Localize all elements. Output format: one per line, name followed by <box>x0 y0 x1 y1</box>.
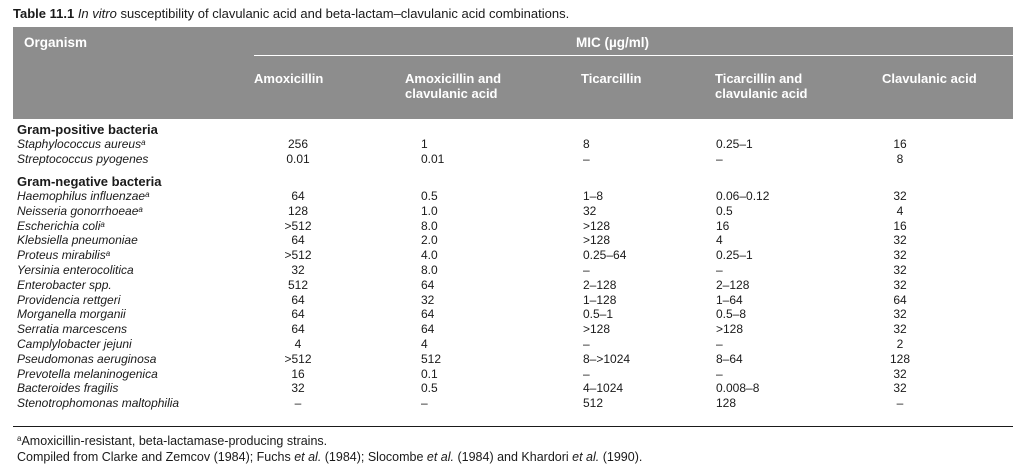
table-row <box>0 396 1033 411</box>
cell-clavulanic-acid: 4 <box>896 203 904 218</box>
organism-label: Streptococcus pyogenes <box>17 152 149 166</box>
header-amoxicillin-clavulanic <box>405 71 501 101</box>
cell-ticarcillin-clavulanic: 2–128 <box>716 277 750 292</box>
cell-clavulanic-acid: 16 <box>893 137 907 151</box>
footnote-sources-part1: Compiled from Clarke and Zemcov (1984); Fuchs <box>17 450 295 464</box>
cell-ticarcillin-clavulanic: >128 <box>716 322 744 337</box>
table-row <box>0 152 1033 167</box>
organism-name <box>17 248 110 263</box>
cell-ticarcillin-clavulanic: 16 <box>716 218 730 233</box>
cell-amoxicillin: 64 <box>291 189 305 203</box>
table-number: Table 11.1 <box>13 6 75 21</box>
cell-amoxicillin: 64 <box>291 292 305 307</box>
footnote-a <box>17 434 327 448</box>
cell-ticarcillin-clavulanic: 0.5 <box>716 203 733 218</box>
cell-amoxicillin-clavulanic: 8.0 <box>421 263 438 277</box>
cell-ticarcillin: 8–>1024 <box>583 351 631 366</box>
cell-ticarcillin-clavulanic: – <box>716 263 723 277</box>
cell-amoxicillin-clavulanic: 0.5 <box>421 189 438 203</box>
organism-name <box>17 396 179 411</box>
footnote-et-al-1: et al. <box>294 450 322 464</box>
cell-ticarcillin: 1–8 <box>583 189 604 203</box>
header-ticarcillin: Ticarcillin <box>581 71 642 86</box>
organism-label: Haemophilus influenzae <box>17 189 146 203</box>
cell-amoxicillin: >512 <box>284 351 312 366</box>
footnote-a-text: Amoxicillin-resistant, beta-lactamase-producing strains. <box>21 434 328 448</box>
table-row <box>0 263 1033 278</box>
cell-ticarcillin: – <box>583 263 590 277</box>
cell-amoxicillin: 64 <box>291 307 305 322</box>
organism-name <box>17 293 120 308</box>
organism-name <box>17 352 156 367</box>
cell-amoxicillin-clavulanic: 4 <box>421 337 428 351</box>
cell-amoxicillin: 64 <box>291 322 305 337</box>
cell-amoxicillin: 256 <box>287 137 309 151</box>
header-ticarcillin-clavulanic <box>715 71 808 101</box>
header-organism: Organism <box>24 35 88 50</box>
table-row <box>0 278 1033 293</box>
cell-ticarcillin-clavulanic: 1–64 <box>716 292 743 307</box>
table-caption <box>13 6 569 21</box>
cell-ticarcillin-clavulanic: – <box>716 152 723 166</box>
cell-clavulanic-acid: 32 <box>893 366 907 381</box>
organism-name <box>17 233 138 248</box>
cell-ticarcillin: 0.5–1 <box>583 307 614 322</box>
organism-label: Proteus mirabilis <box>17 248 106 263</box>
organism-label: Escherichia coli <box>17 218 101 233</box>
cell-amoxicillin: 32 <box>291 263 305 277</box>
cell-ticarcillin: 4–1024 <box>583 381 624 396</box>
table-row <box>0 189 1033 204</box>
organism-label: Bacteroides fragilis <box>17 381 119 396</box>
cell-ticarcillin: >128 <box>583 233 611 248</box>
table-row <box>0 337 1033 352</box>
cell-clavulanic-acid: 32 <box>893 307 907 322</box>
caption-in-vitro: In vitro <box>77 6 117 21</box>
cell-clavulanic-acid: 32 <box>893 233 907 248</box>
cell-amoxicillin-clavulanic: 4.0 <box>421 248 438 263</box>
organism-name <box>17 322 127 337</box>
cell-ticarcillin: 2–128 <box>583 277 617 292</box>
cell-ticarcillin: – <box>583 366 590 381</box>
cell-amoxicillin-clavulanic: 0.01 <box>421 152 445 166</box>
organism-name <box>17 381 118 396</box>
organism-label: Serratia marcescens <box>17 322 128 337</box>
table-row <box>0 307 1033 322</box>
cell-amoxicillin-clavulanic: 0.5 <box>421 381 438 396</box>
header-clavulanic-acid: Clavulanic acid <box>882 71 977 86</box>
table-header <box>13 27 1013 119</box>
table-row <box>0 381 1033 396</box>
cell-ticarcillin-clavulanic: 4 <box>716 233 723 248</box>
organism-label: Prevotella melaninogenica <box>17 366 158 381</box>
organism-label: Morganella morganii <box>17 307 126 322</box>
organism-name <box>17 367 158 382</box>
footnote-sources-part4: (1990). <box>599 450 643 464</box>
table-row <box>0 137 1033 152</box>
table-bottom-rule <box>13 426 1013 427</box>
cell-amoxicillin-clavulanic: – <box>421 396 428 411</box>
cell-ticarcillin-clavulanic: 0.008–8 <box>716 381 760 396</box>
cell-amoxicillin: 0.01 <box>286 152 310 166</box>
cell-amoxicillin: 16 <box>291 366 305 381</box>
organism-label: Stenotrophomonas maltophilia <box>17 396 180 411</box>
cell-ticarcillin: 512 <box>583 396 604 411</box>
cell-ticarcillin: 8 <box>583 137 590 151</box>
header-amoxicillin-clavulanic-line1: Amoxicillin and <box>405 71 502 86</box>
cell-ticarcillin: – <box>583 337 590 351</box>
cell-amoxicillin: 64 <box>291 233 305 248</box>
cell-clavulanic-acid: – <box>896 396 904 411</box>
table-row <box>0 233 1033 248</box>
organism-label: Providencia rettgeri <box>17 292 121 307</box>
header-amoxicillin-clavulanic-line2: clavulanic acid <box>405 86 498 101</box>
organism-name <box>17 219 105 234</box>
cell-clavulanic-acid: 64 <box>893 292 907 307</box>
cell-clavulanic-acid: 32 <box>893 189 907 203</box>
organism-name <box>17 337 132 352</box>
footnote-sources-part2: (1984); Slocombe <box>321 450 427 464</box>
cell-amoxicillin: >512 <box>284 218 312 233</box>
cell-clavulanic-acid: 32 <box>893 322 907 337</box>
group-gram-positive: Gram-positive bacteria <box>17 122 158 137</box>
organism-label: Staphylococcus aureus <box>17 137 142 151</box>
cell-ticarcillin-clavulanic: 8–64 <box>716 351 743 366</box>
cell-clavulanic-acid: 16 <box>893 218 907 233</box>
cell-ticarcillin-clavulanic: 0.25–1 <box>716 137 753 151</box>
cell-amoxicillin: 128 <box>287 203 309 218</box>
caption-text: susceptibility of clavulanic acid and beta-lactam–clavulanic acid combinations. <box>116 6 570 21</box>
footnote-marker: a <box>100 219 105 229</box>
table-row <box>0 367 1033 382</box>
footnote-marker: a <box>145 190 150 199</box>
table-row <box>0 352 1033 367</box>
organism-name <box>17 204 143 219</box>
header-ticarcillin-clavulanic-line2: clavulanic acid <box>715 86 808 101</box>
cell-amoxicillin-clavulanic: 64 <box>421 322 435 337</box>
cell-amoxicillin-clavulanic: 0.1 <box>421 366 438 381</box>
cell-amoxicillin-clavulanic: 2.0 <box>421 233 438 248</box>
cell-clavulanic-acid: 32 <box>893 381 907 396</box>
table-row <box>0 219 1033 234</box>
cell-amoxicillin: >512 <box>284 248 312 263</box>
cell-clavulanic-acid: 32 <box>893 248 907 263</box>
cell-clavulanic-acid: 32 <box>893 277 907 292</box>
cell-amoxicillin-clavulanic: 64 <box>421 307 435 322</box>
organism-name <box>17 137 146 152</box>
footnote-marker: a <box>105 249 111 259</box>
table-row <box>0 293 1033 308</box>
cell-amoxicillin-clavulanic: 1 <box>421 137 428 151</box>
organism-name <box>17 307 126 322</box>
cell-ticarcillin: 32 <box>583 203 597 218</box>
cell-ticarcillin-clavulanic: – <box>716 337 723 351</box>
footnote-sources-part3: (1984) and Khardori <box>454 450 573 464</box>
organism-name <box>17 152 148 167</box>
header-mic: MIC (µg/ml) <box>576 35 650 50</box>
cell-clavulanic-acid: 32 <box>893 263 907 277</box>
organism-label: Enterobacter spp. <box>17 277 112 292</box>
cell-clavulanic-acid: 8 <box>896 152 904 166</box>
header-amoxicillin: Amoxicillin <box>254 71 324 86</box>
footnote-a-mark: a <box>17 434 22 443</box>
cell-ticarcillin-clavulanic: – <box>716 366 723 381</box>
organism-name <box>17 189 150 204</box>
organism-name <box>17 263 134 278</box>
cell-clavulanic-acid: 128 <box>889 351 911 366</box>
cell-ticarcillin-clavulanic: 0.06–0.12 <box>716 189 770 203</box>
cell-ticarcillin-clavulanic: 0.5–8 <box>716 307 747 322</box>
cell-ticarcillin: 1–128 <box>583 292 617 307</box>
organism-label: Pseudomonas aeruginosa <box>17 351 157 366</box>
footnote-marker: a <box>141 138 146 147</box>
cell-ticarcillin: – <box>583 152 590 166</box>
table-row <box>0 322 1033 337</box>
table-row <box>0 248 1033 263</box>
cell-ticarcillin-clavulanic: 0.25–1 <box>716 248 753 263</box>
organism-label: Yersinia enterocolitica <box>17 263 134 277</box>
footnote-sources <box>17 450 642 464</box>
footnote-et-al-3: et al. <box>572 450 600 464</box>
organism-label: Klebsiella pneumoniae <box>17 233 138 248</box>
cell-ticarcillin: 0.25–64 <box>583 248 627 263</box>
cell-amoxicillin: 4 <box>294 337 302 351</box>
cell-amoxicillin: – <box>294 396 302 411</box>
organism-label: Camplylobacter jejuni <box>17 337 132 351</box>
footnote-marker: a <box>138 204 143 214</box>
cell-amoxicillin: 512 <box>287 277 309 292</box>
cell-amoxicillin: 32 <box>291 381 305 396</box>
header-ticarcillin-clavulanic-line1: Ticarcillin and <box>715 71 803 86</box>
cell-ticarcillin: >128 <box>583 322 611 337</box>
cell-amoxicillin-clavulanic: 1.0 <box>421 203 438 218</box>
group-gram-negative: Gram-negative bacteria <box>17 174 162 189</box>
table-row <box>0 204 1033 219</box>
cell-amoxicillin-clavulanic: 8.0 <box>421 218 438 233</box>
cell-ticarcillin: >128 <box>583 218 611 233</box>
footnote-et-al-2: et al. <box>426 450 455 464</box>
cell-clavulanic-acid: 2 <box>896 337 904 351</box>
cell-amoxicillin-clavulanic: 512 <box>421 351 442 366</box>
cell-amoxicillin-clavulanic: 32 <box>421 292 435 307</box>
organism-name <box>17 278 112 293</box>
header-mic-rule <box>254 55 1013 56</box>
cell-amoxicillin-clavulanic: 64 <box>421 277 435 292</box>
organism-label: Neisseria gonorrhoeae <box>17 203 139 218</box>
cell-ticarcillin-clavulanic: 128 <box>716 396 737 411</box>
